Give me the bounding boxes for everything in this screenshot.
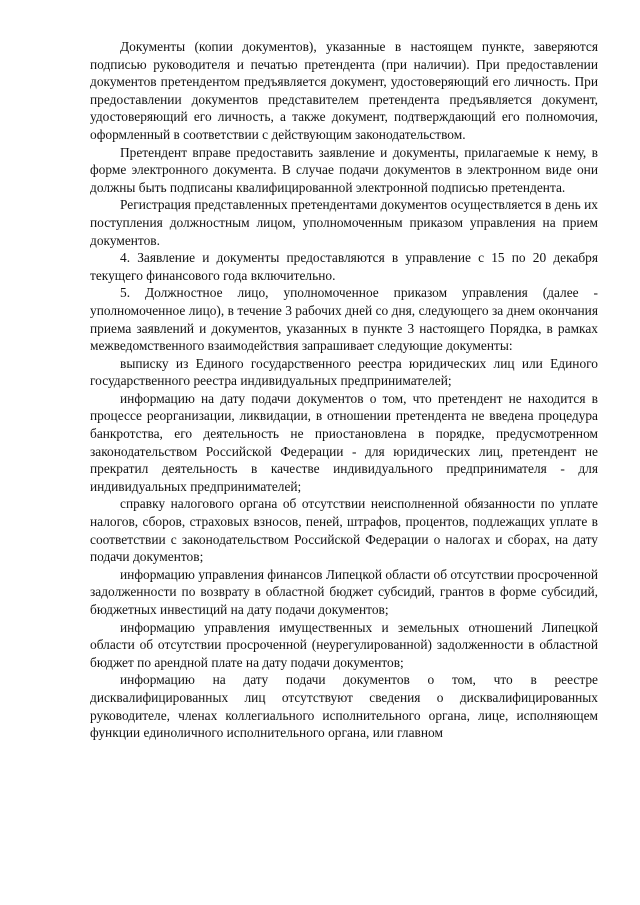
list-item-registry-extract: выписку из Единого государственного реестра юридических лиц или Единого государственного реестра индивидуальных предпринимателей;: [90, 355, 598, 389]
paragraph-electronic-submission: Претендент вправе предоставить заявление и документы, прилагаемые к нему, в форме электронного документа. В случае подачи документов в электронном виде они должны быть подписаны квалифицированной электронной подписью претендента.: [90, 144, 598, 195]
list-item-finance-department-info: информацию управления финансов Липецкой области об отсутствии просроченной задолженности по возврату в областной бюджет субсидий, грантов в форме субсидий, бюджетных инвестиций на дату подачи документов;: [90, 566, 598, 617]
list-item-reorganization-info: информацию на дату подачи документов о том, что претендент не находится в процессе реорганизации, ликвидации, в отношении претендента не введена процедура банкротства, его деятельность не приостановлена в порядке, предусмотренном законодательством Российской Федерации - для юридических лиц, претендент не прекратил деятельность в качестве индивидуального предпринимателя - для индивидуальных предпринимателей;: [90, 390, 598, 494]
list-item-tax-certificate: справку налогового органа об отсутствии неисполненной обязанности по уплате налогов, сборов, страховых взносов, пеней, штрафов, процентов, подлежащих уплате в соответствии с законодательством Российской Федерации о налогах и сборах, на дату подачи документов;: [90, 496, 598, 565]
paragraph-documents-certification: Документы (копии документов), указанные в настоящем пункте, заверяются подписью руководителя и печатью претендента (при наличии). При предоставлении документов претендентом предъявляется документ, удостоверяющий его личность. При предоставлении документов представителем претендента предъявляется документ, удостоверяющий его личность, а также документ, подтверждающий его полномочия, оформленный в соответствии с действующим законодательством.: [90, 39, 598, 142]
paragraph-item-5: 5. Должностное лицо, уполномоченное приказом управления (далее - уполномоченное лицо), в течение 3 рабочих дней со дня, следующего за днем окончания приема заявлений и документов, указанных в пункте 3 настоящего Порядка, в рамках межведомственного взаимодействия запрашивает следующие документы:: [90, 285, 598, 354]
paragraph-registration: Регистрация представленных претендентами документов осуществляется в день их поступления должностным лицом, уполномоченным приказом управления на прием документов.: [90, 197, 598, 248]
document-page: [90, 38, 598, 742]
list-item-property-department-info: информацию управления имущественных и земельных отношений Липецкой области об отсутствии просроченной (неурегулированной) задолженности в областной бюджет по арендной плате на дату подачи документов;: [90, 619, 598, 670]
paragraph-item-4: 4. Заявление и документы предоставляются в управление с 15 по 20 декабря текущего финансового года включительно.: [90, 250, 598, 283]
list-item-disqualified-persons-info: информацию на дату подачи документов о том, что в реестре дисквалифицированных лиц отсутствуют сведения о дисквалифицированных руководителе, членах коллегиального исполнительного органа, лице, исполняющем функции единоличного исполнительного органа, или главном: [90, 672, 598, 741]
